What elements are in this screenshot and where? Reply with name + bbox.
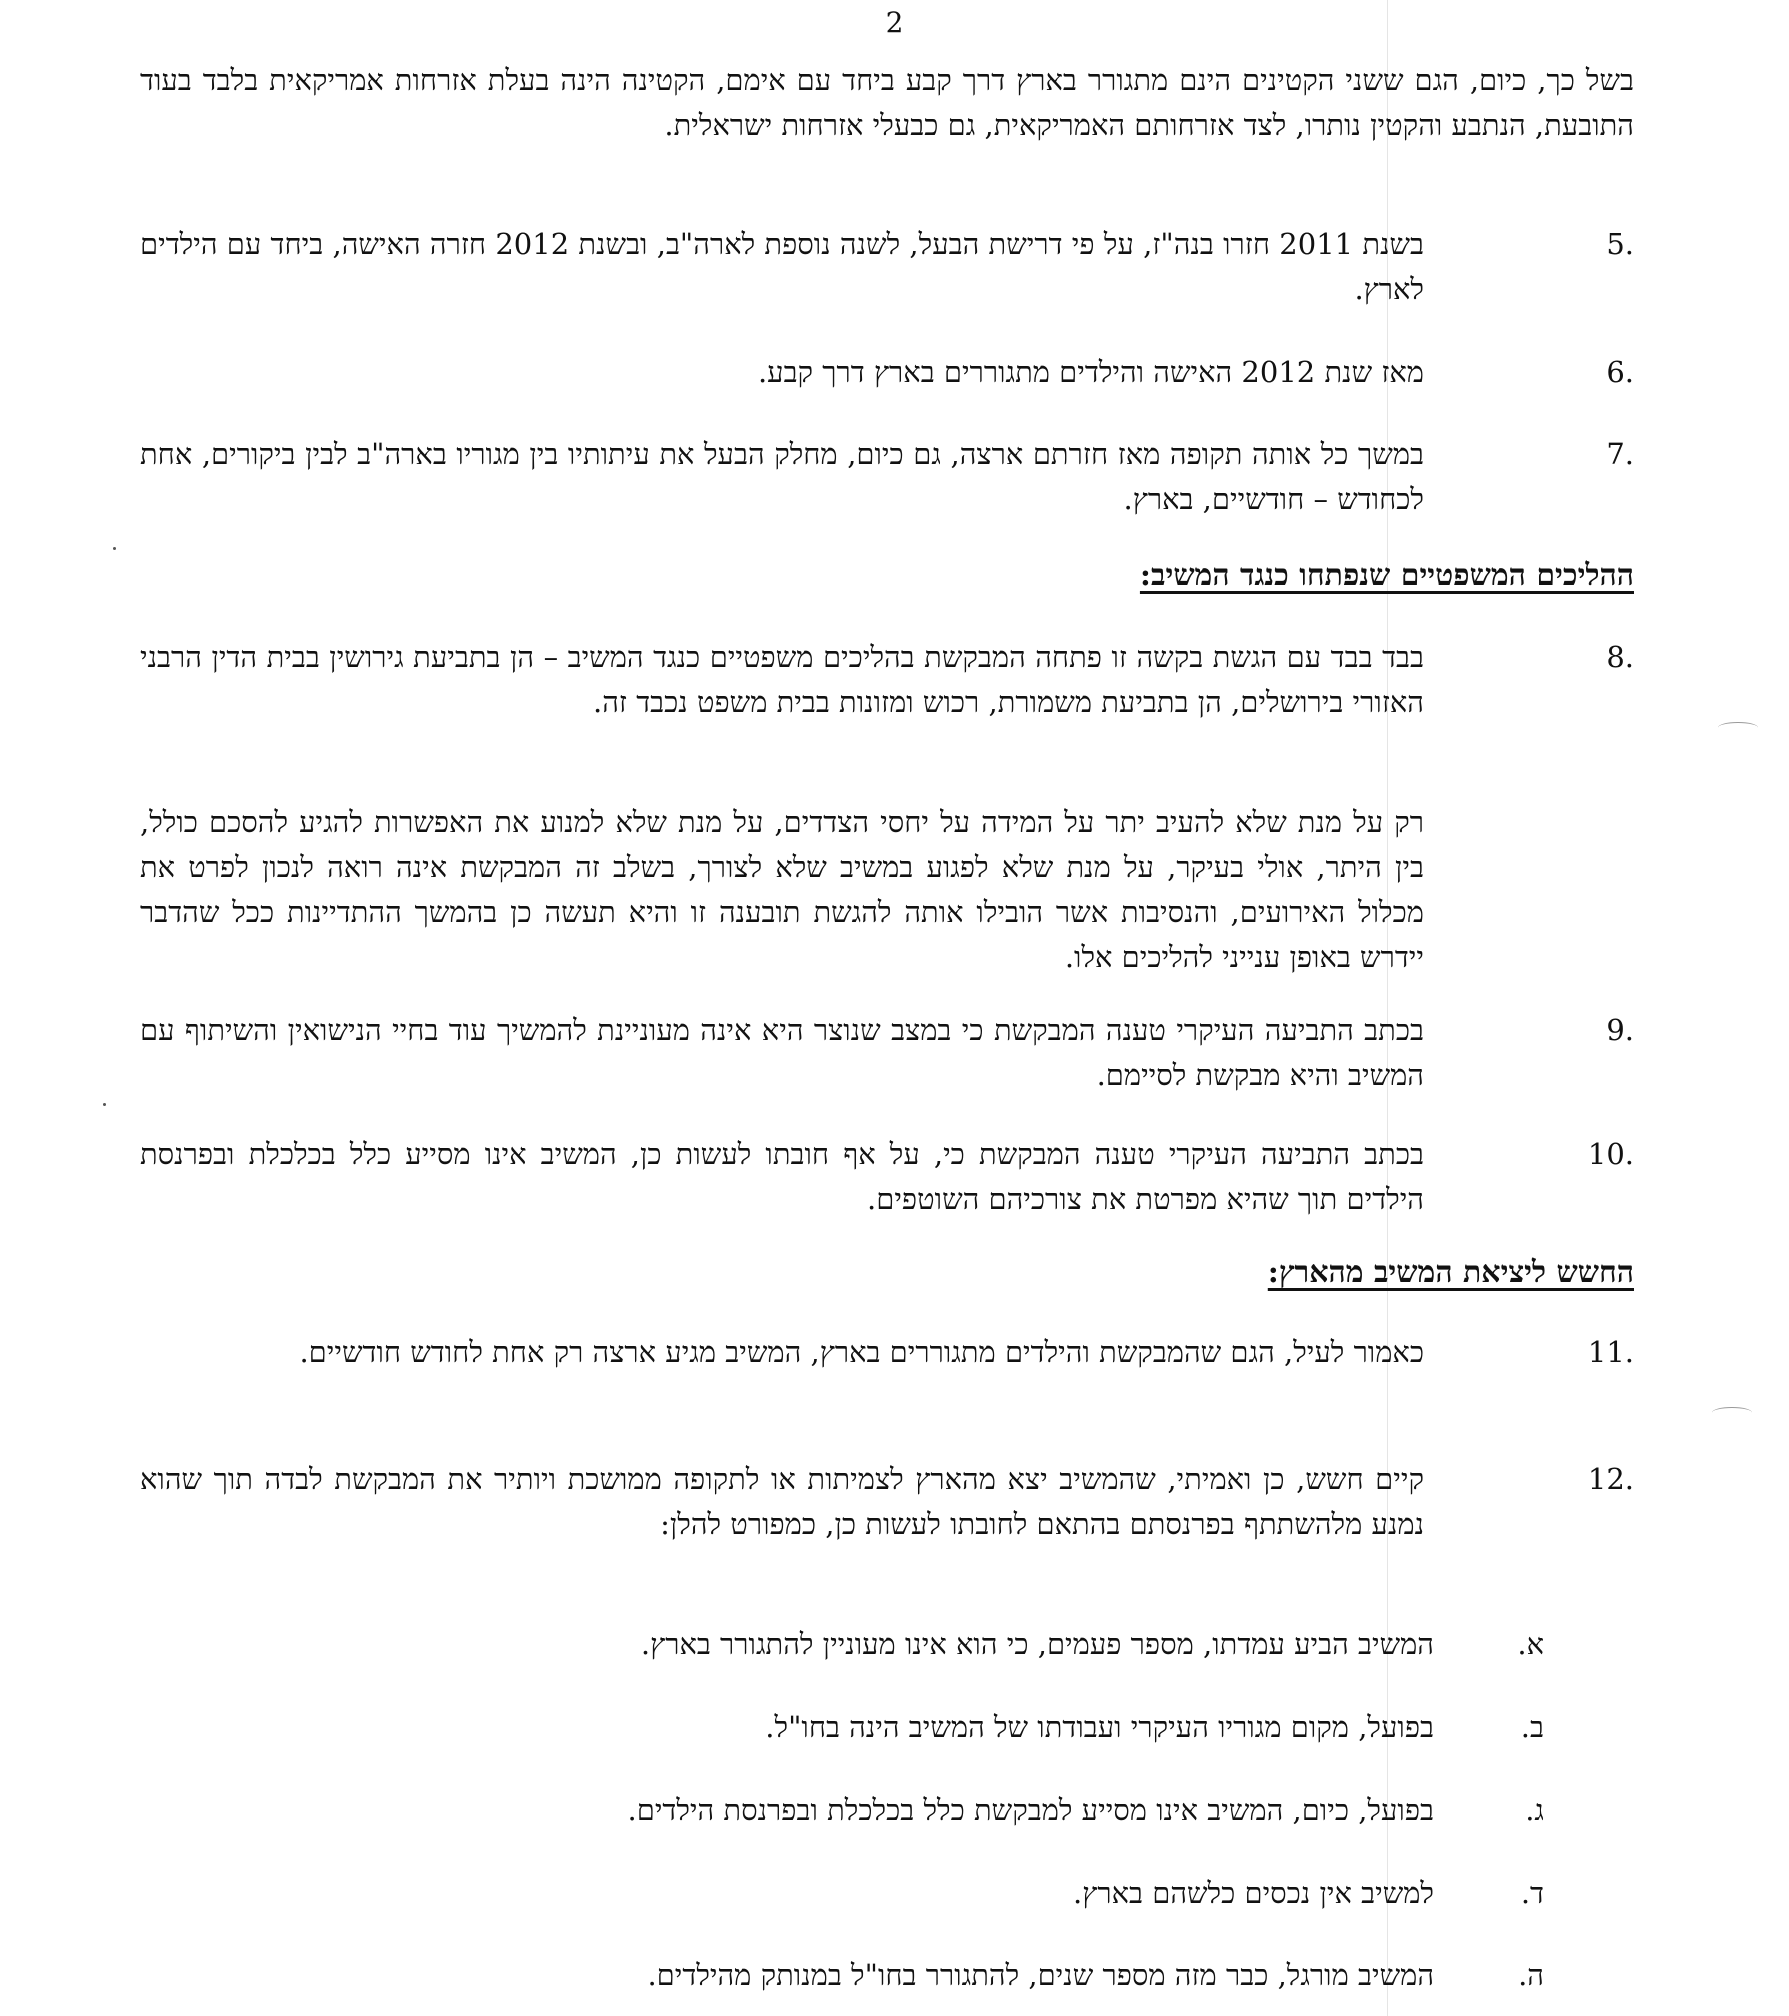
- sub-clause-a: [140, 1622, 1544, 1667]
- scan-speck: [113, 547, 116, 550]
- sub-clause-letter: ב.: [1520, 1710, 1544, 1744]
- sub-clause-letter: ג.: [1525, 1793, 1544, 1827]
- clause-number: .7: [1606, 437, 1634, 471]
- sub-clause-text: המשיב מורגל, כבר מזה מספר שנים, להתגורר בחו"ל במנותק מהילדים.: [647, 1958, 1434, 1992]
- clause-9: [140, 1008, 1634, 1098]
- sub-clause-text: בפועל, מקום מגוריו העיקרי ועבודתו של המשיב הינה בחו"ל.: [765, 1710, 1434, 1744]
- page-number: 2: [885, 6, 904, 39]
- clause-number: .9: [1606, 1013, 1634, 1047]
- sub-clause-text: המשיב הביע עמדתו, מספר פעמים, כי הוא אינו מעוניין להתגורר בארץ.: [640, 1627, 1434, 1661]
- scan-edge-mark: [1712, 1407, 1752, 1418]
- clause-number: .11: [1587, 1335, 1634, 1369]
- clause-number: .8: [1606, 640, 1634, 674]
- clause-7: [140, 432, 1634, 522]
- clause-number: .6: [1606, 355, 1634, 389]
- paragraph-unnumbered: רק על מנת שלא להעיב יתר על המידה על יחסי הצדדים, על מנת שלא למנוע את האפשרות להגיע להסכם כולל, בין היתר, אולי בעיקר, על מנת שלא לפגוע במשיב שלא לצורך, בשלב זה המבקשת אינה רואה לנכון לפרט את מכלול האירועים, והנסיבות אשר הובילו אותה להגשת תובענה זו והיא תעשה כן בהמשך ההתדיינות ככל שהדבר יידרש באופן ענייני להליכים אלו.: [140, 805, 1424, 974]
- sub-clause-letter: ה.: [1518, 1958, 1544, 1992]
- sub-clause-text: בפועל, כיום, המשיב אינו מסייע למבקשת כלל בכלכלת ובפרנסת הילדים.: [627, 1793, 1434, 1827]
- clause-number: .5: [1606, 227, 1634, 261]
- clause-text: קיים חשש, כן ואמיתי, שהמשיב יצא מהארץ לצמיתות או לתקופה ממושכת ויותיר את המבקשת לבדה תוך שהוא נמנע מלהשתתף בפרנסתם בהתאם לחובתו לעשות כן, כמפורט להלן:: [140, 1462, 1424, 1541]
- clause-text: מאז שנת 2012 האישה והילדים מתגוררים בארץ דרך קבע.: [757, 355, 1424, 389]
- clause-text: בבד בבד עם הגשת בקשה זו פתחה המבקשת בהליכים משפטיים כנגד המשיב – הן בתביעת גירושין בבית הדין הרבני האזורי בירושלים, הן בתביעת משמורת, רכוש ומזונות בבית משפט נכבד זה.: [140, 640, 1424, 719]
- section-heading-fear: החשש ליציאת המשיב מהארץ:: [1267, 1255, 1634, 1290]
- clause-8: [140, 635, 1634, 725]
- sub-clause-c: [140, 1788, 1544, 1833]
- clause-number: .12: [1587, 1462, 1634, 1496]
- clause-text: בכתב התביעה העיקרי טענה המבקשת כי במצב שנוצר היא אינה מעוניינת להמשיך עוד בחיי הנישואין והשיתוף עם המשיב והיא מבקשת לסיימם.: [140, 1013, 1424, 1092]
- sub-clause-b: [140, 1705, 1544, 1750]
- scan-edge-mark: [1718, 722, 1758, 733]
- sub-clause-letter: ד.: [1520, 1876, 1544, 1910]
- clause-text: כאמור לעיל, הגם שהמבקשת והילדים מתגוררים בארץ, המשיב מגיע ארצה רק אחת לחודש חודשיים.: [299, 1335, 1424, 1369]
- sub-clause-text: למשיב אין נכסים כלשהם בארץ.: [1073, 1876, 1434, 1910]
- sub-clause-d: [140, 1871, 1544, 1916]
- clause-5: [140, 222, 1634, 312]
- clause-text: בכתב התביעה העיקרי טענה המבקשת כי, על אף חובתו לעשות כן, המשיב אינו מסייע כלל בכלכלת ובפרנסת הילדים תוך שהיא מפרטת את צורכיהם השוטפים.: [140, 1137, 1424, 1216]
- section-heading-proceedings: ההליכים המשפטיים שנפתחו כנגד המשיב:: [1139, 558, 1634, 593]
- clause-11: [140, 1330, 1634, 1375]
- clause-6: [140, 350, 1634, 395]
- scan-speck: [103, 1103, 106, 1106]
- clause-number: .10: [1587, 1137, 1634, 1171]
- clause-12: [140, 1457, 1634, 1547]
- intro-paragraph: בשל כך, כיום, הגם ששני הקטינים הינם מתגורר בארץ דרך קבע ביחד עם אימם, הקטינה הינה בעלת אזרחות אמריקאית בלבד בעוד התובעת, הנתבע והקטין נותרו, לצד אזרחותם האמריקאית, גם כבעלי אזרחות ישראלית.: [140, 63, 1634, 142]
- sub-clause-letter: א.: [1517, 1627, 1544, 1661]
- sub-clause-e: [140, 1953, 1544, 1998]
- clause-text: בשנת 2011 חזרו בנה"ז, על פי דרישת הבעל, לשנה נוספת לארה"ב, ובשנת 2012 חזרה האישה, ביחד עם הילדים לארץ.: [140, 227, 1425, 306]
- clause-text: במשך כל אותה תקופה מאז חזרתם ארצה, גם כיום, מחלק הבעל את עיתותיו בין מגוריו בארה"ב לבין ביקורים, אחת לכחודש – חודשיים, בארץ.: [140, 437, 1424, 516]
- clause-10: [140, 1132, 1634, 1222]
